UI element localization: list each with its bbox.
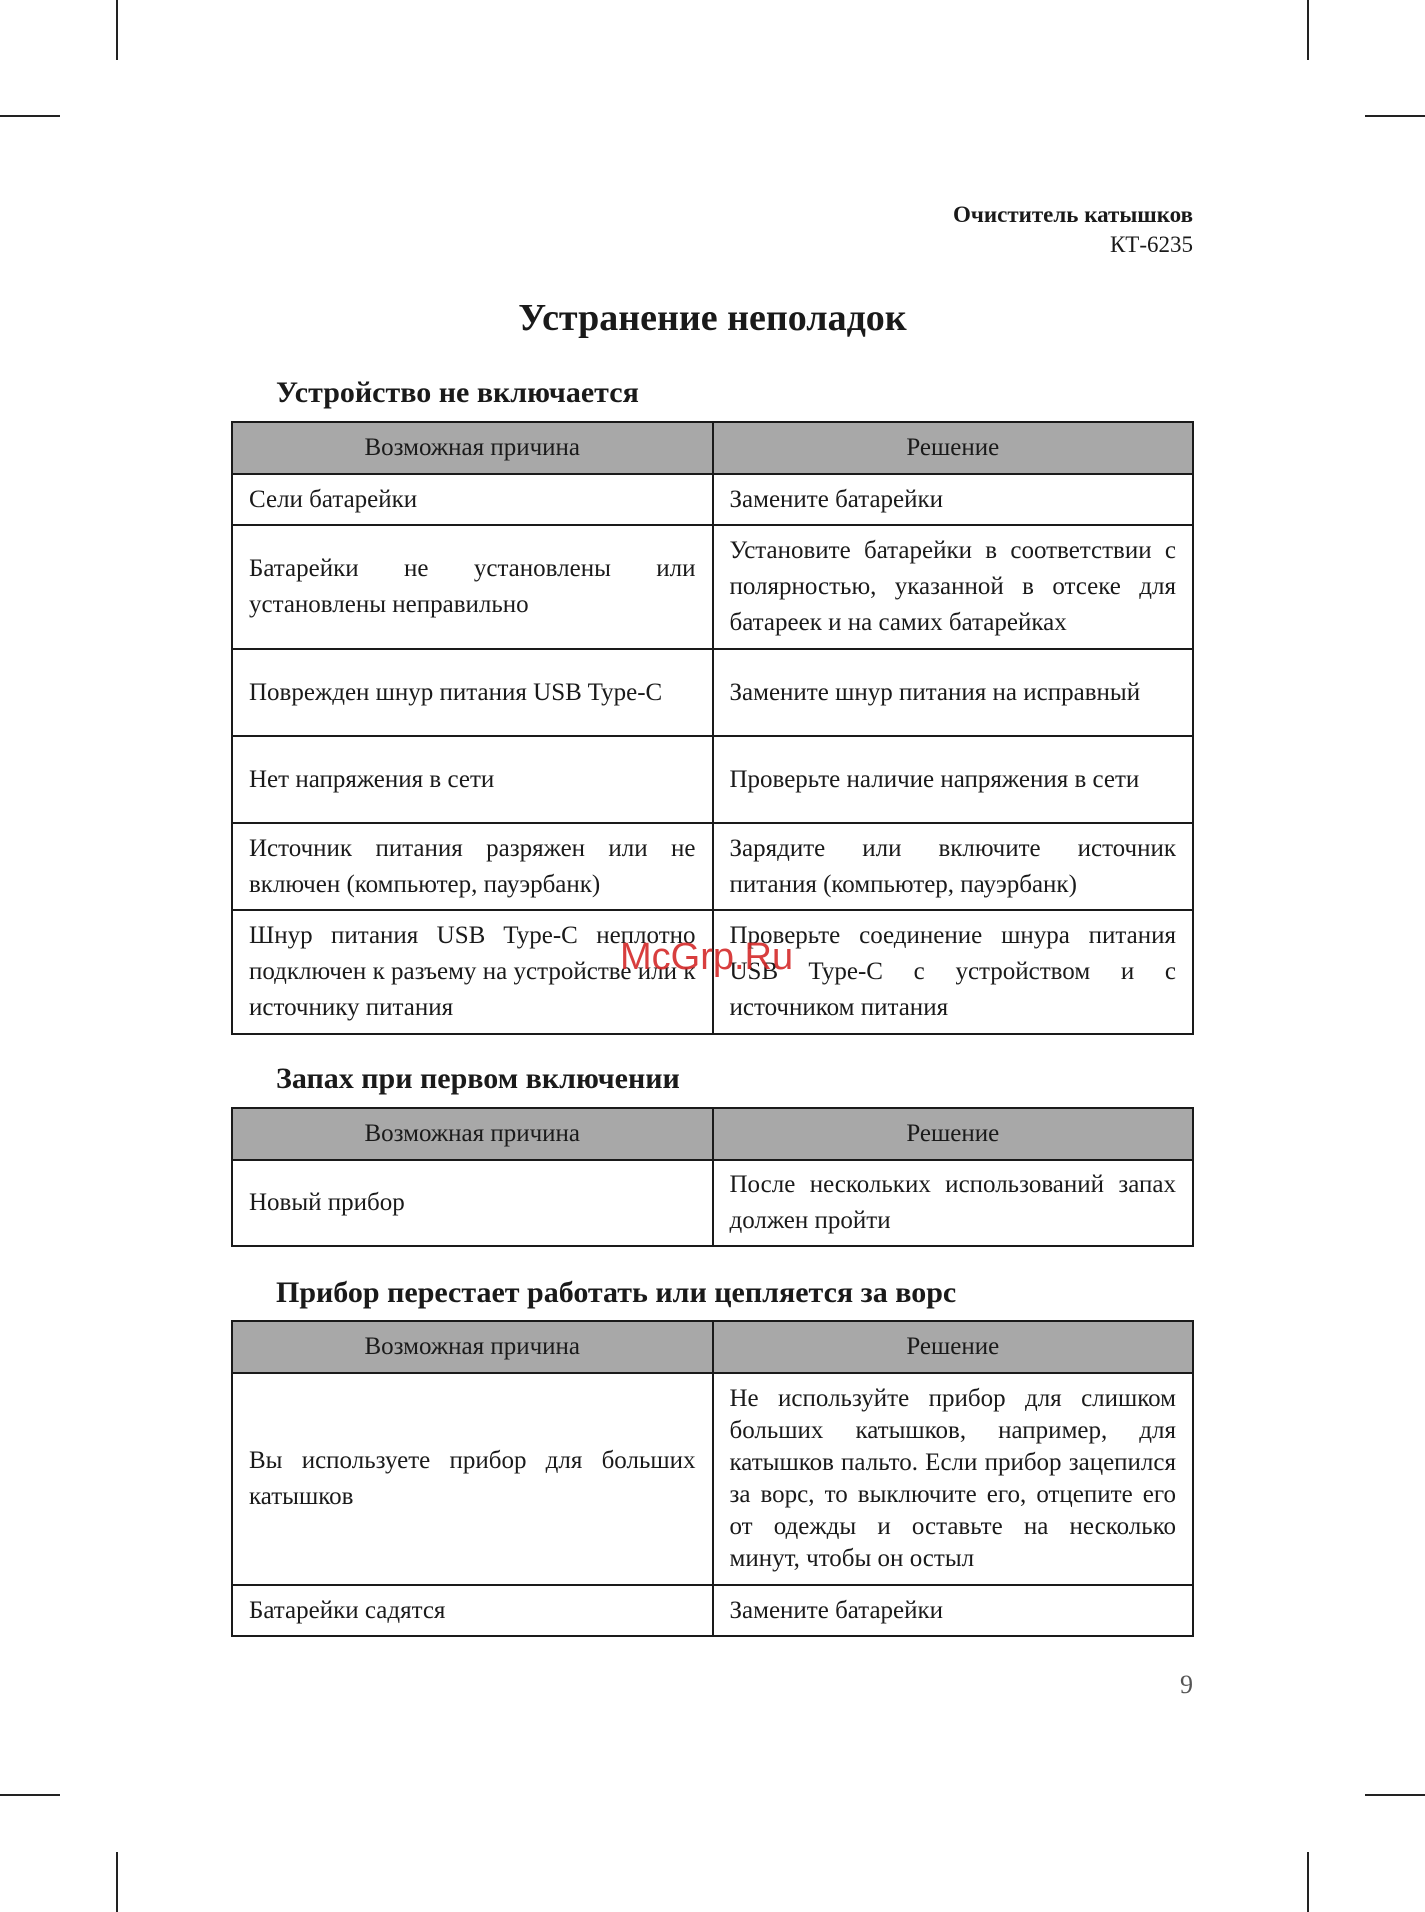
- cause-cell: Батарейки садятся: [232, 1585, 713, 1636]
- solution-cell: Замените батарейки: [713, 474, 1194, 525]
- section-title-stops-working: Прибор перестает работать или цепляется за ворс: [276, 1276, 957, 1309]
- crop-mark: [116, 0, 118, 60]
- watermark: McGrp.Ru: [620, 936, 794, 978]
- column-header-cause: Возможная причина: [232, 1321, 713, 1373]
- page-title: Устранение неполадок: [518, 297, 907, 339]
- table-first-use-smell: [231, 1107, 1194, 1247]
- cause-cell: Источник питания разряжен или не включен (компьютер, пауэрбанк): [232, 823, 713, 910]
- product-model: КТ-6235: [1109, 232, 1193, 257]
- column-header-cause: Возможная причина: [232, 1108, 713, 1160]
- solution-cell: Проверьте наличие напряжения в сети: [713, 736, 1194, 823]
- column-header-solution: Решение: [713, 1321, 1194, 1373]
- crop-mark: [116, 1852, 118, 1912]
- cause-cell: Нет напряжения в сети: [232, 736, 713, 823]
- page-number: 9: [1180, 1670, 1193, 1699]
- column-header-solution: Решение: [713, 1108, 1194, 1160]
- table-row: [232, 649, 1193, 736]
- table-row: [232, 1585, 1193, 1636]
- section-title-no-power: Устройство не включается: [276, 376, 639, 409]
- table-stops-working: [231, 1320, 1194, 1637]
- product-name: Очиститель катышков: [953, 202, 1193, 227]
- crop-mark: [1365, 115, 1425, 117]
- cause-cell: Сели батарейки: [232, 474, 713, 525]
- cause-cell: Шнур питания USB Type-C неплотно подключен к разъему на устройстве или к источнику питания: [232, 910, 713, 1034]
- solution-cell: Установите батарейки в соответствии с полярностью, указанной в отсеке для батареек и на самих батарейках: [713, 525, 1194, 649]
- crop-mark: [1307, 0, 1309, 60]
- solution-cell: Проверьте соединение шнура питания USB Type-C с устройством и с источником питания: [713, 910, 1194, 1034]
- solution-cell: После нескольких использований запах должен пройти: [713, 1160, 1194, 1246]
- crop-mark: [0, 115, 60, 117]
- solution-cell: Не используйте прибор для слишком больших катышков, например, для катышков пальто. Если прибор зацепился за ворс, то выключите его, отцепите его от одежды и оставьте на несколько минут, чтобы он остыл: [713, 1373, 1194, 1585]
- table-row: [232, 823, 1193, 910]
- table-row: [232, 525, 1193, 649]
- table-row: [232, 736, 1193, 823]
- crop-mark: [1307, 1852, 1309, 1912]
- column-header-cause: Возможная причина: [232, 422, 713, 474]
- cause-cell: Батарейки не установлены или установлены неправильно: [232, 525, 713, 649]
- table-row: [232, 1373, 1193, 1585]
- crop-mark: [1365, 1794, 1425, 1796]
- solution-cell: Замените батарейки: [713, 1585, 1194, 1636]
- cause-cell: Новый прибор: [232, 1160, 713, 1246]
- column-header-solution: Решение: [713, 422, 1194, 474]
- solution-cell: Зарядите или включите источник питания (компьютер, пауэрбанк): [713, 823, 1194, 910]
- cause-cell: Вы используете прибор для больших катышков: [232, 1373, 713, 1585]
- solution-cell: Замените шнур питания на исправный: [713, 649, 1194, 736]
- cause-cell: Поврежден шнур питания USB Type-C: [232, 649, 713, 736]
- table-row: [232, 474, 1193, 525]
- table-row: [232, 1160, 1193, 1246]
- section-title-first-use-smell: Запах при первом включении: [276, 1062, 680, 1095]
- page-header: [953, 200, 1193, 260]
- crop-mark: [0, 1794, 60, 1796]
